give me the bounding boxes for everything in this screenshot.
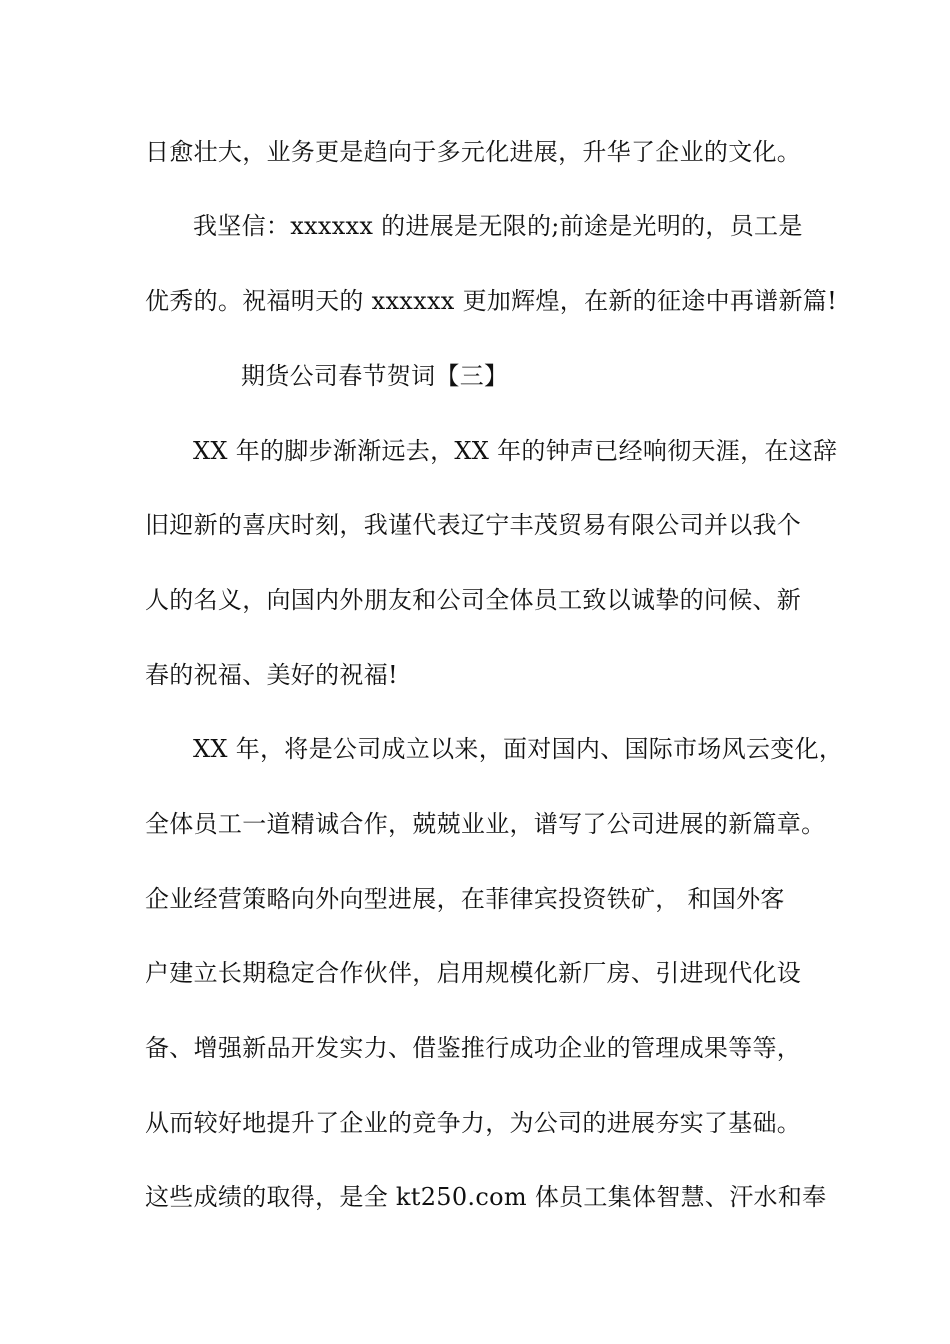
paragraph-line: 企业经营策略向外向型进展，在菲律宾投资铁矿， 和国外客 (145, 885, 785, 913)
paragraph-line: XX 年的脚步渐渐远去，XX 年的钟声已经响彻天涯，在这辞 (193, 437, 838, 465)
paragraph-line: 优秀的。祝福明天的 xxxxxx 更加辉煌，在新的征途中再谱新篇! (145, 287, 838, 315)
section-heading: 期货公司春节贺词【三】 (241, 362, 509, 390)
paragraph-line: 户建立长期稳定合作伙伴，启用规模化新厂房、引进现代化设 (145, 959, 802, 987)
paragraph-line: 我坚信：xxxxxx 的进展是无限的;前途是光明的，员工是 (193, 212, 803, 240)
paragraph-line: XX 年，将是公司成立以来，面对国内、国际市场风云变化， (193, 735, 844, 763)
paragraph-line: 人的名义，向国内外朋友和公司全体员工致以诚挚的问候、新 (145, 586, 802, 614)
paragraph-line: 日愈壮大，业务更是趋向于多元化进展，升华了企业的文化。 (145, 138, 802, 166)
paragraph-line: 旧迎新的喜庆时刻，我谨代表辽宁丰茂贸易有限公司并以我个 (145, 511, 802, 539)
paragraph-line: 这些成绩的取得，是全 kt250.com 体员工集体智慧、汗水和奉 (145, 1183, 827, 1211)
paragraph-line: 备、增强新品开发实力、借鉴推行成功企业的管理成果等等， (145, 1034, 802, 1062)
paragraph-line: 全体员工一道精诚合作，兢兢业业，谱写了公司进展的新篇章。 (145, 810, 826, 838)
paragraph-line: 春的祝福、美好的祝福! (145, 661, 398, 689)
paragraph-line: 从而较好地提升了企业的竞争力，为公司的进展夯实了基础。 (145, 1109, 802, 1137)
